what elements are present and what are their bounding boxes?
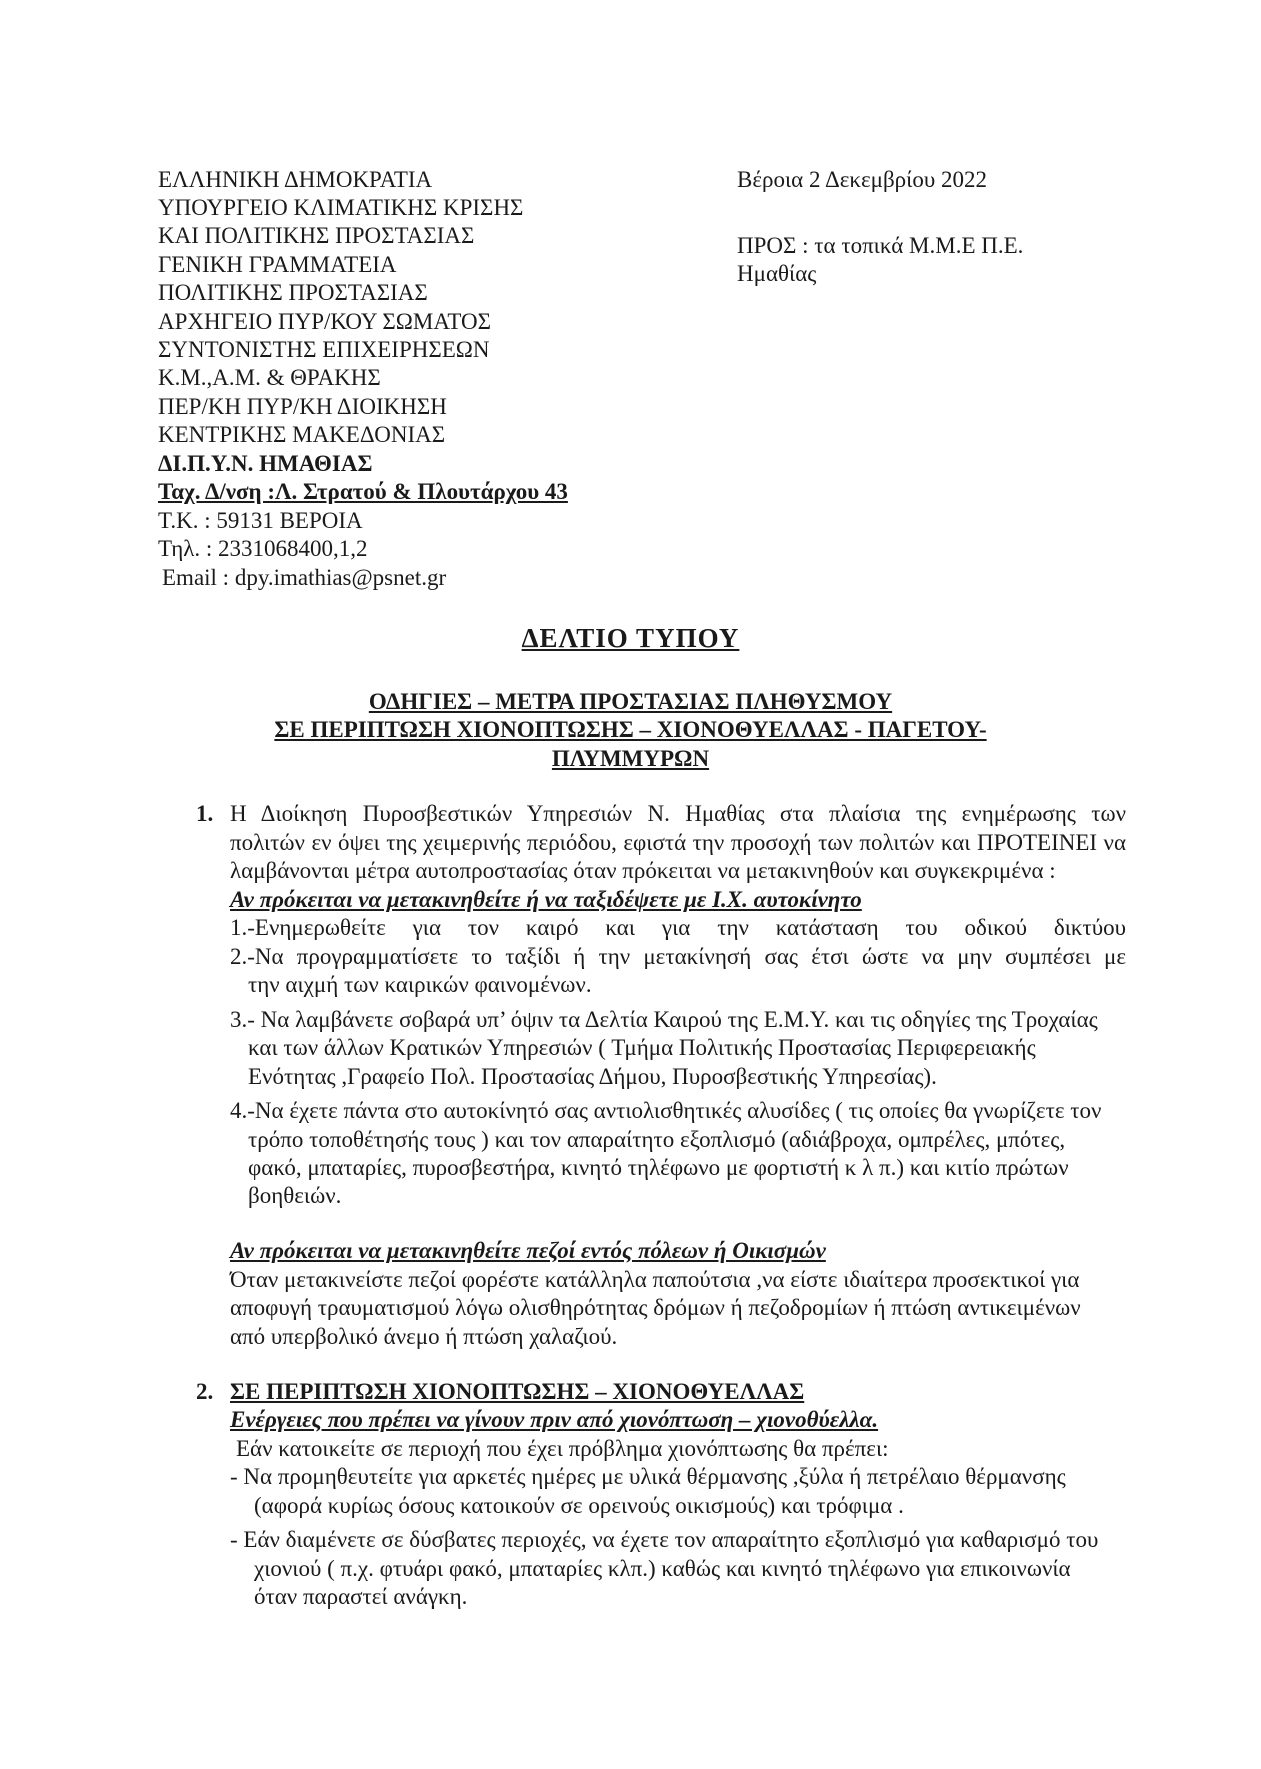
car-travel-item: τρόπο τοποθέτησής τους ) και τον απαραίτητο εξοπλισμό (αδιάβροχα, ομπρέλες, μπότες,: [248, 1127, 1066, 1152]
document-date: Βέροια 2 Δεκεμβρίου 2022: [737, 167, 987, 192]
bullet-line: χιονιού ( π.χ. φτυάρι φακό, μπαταρίες κλπ.) καθώς και κινητό τηλέφωνο για επικοινωνία: [254, 1556, 1071, 1581]
bullet-line: - Εάν διαμένετε σε δύσβατες περιοχές, να έχετε τον απαραίτητο εξοπλισμό για καθαρισμό του: [230, 1527, 1099, 1552]
email-address: Email : dpy.imathias@psnet.gr: [162, 565, 447, 590]
recipient-line: ΠΡΟΣ : τα τοπικά Μ.Μ.Ε Π.Ε.: [737, 233, 1024, 258]
postal-address: Ταχ. Δ/νση :Λ. Στρατού & Πλουτάρχου 43: [158, 479, 568, 504]
header-line: ΥΠΟΥΡΓΕΙΟ ΚΛΙΜΑΤΙΚΗΣ ΚΡΙΣΗΣ: [158, 195, 524, 220]
walking-heading: Αν πρόκειται να μετακινηθείτε πεζοί εντός πόλεων ή Οικισμών: [230, 1238, 826, 1263]
header-line: ΑΡΧΗΓΕΙΟ ΠΥΡ/ΚΟΥ ΣΩΜΑΤΟΣ: [158, 309, 492, 334]
header-line: ΚΑΙ ΠΟΛΙΤΙΚΗΣ ΠΡΟΣΤΑΣΙΑΣ: [158, 223, 475, 248]
header-line: ΣΥΝΤΟΝΙΣΤΗΣ ΕΠΙΧΕΙΡΗΣΕΩΝ: [158, 337, 490, 362]
header-line: ΚΕΝΤΡΙΚΗΣ ΜΑΚΕΔΟΝΙΑΣ: [158, 422, 446, 447]
car-travel-heading: Αν πρόκειται να μετακινηθείτε ή να ταξιδέψετε με Ι.Χ. αυτοκίνητο: [230, 887, 862, 912]
walking-text-line: αποφυγή τραυματισμού λόγω ολισθηρότητας δρόμων ή πεζοδρομίων ή πτώση αντικειμένων: [230, 1295, 1081, 1320]
walking-text-line: Όταν μετακινείστε πεζοί φορέστε κατάλληλα παπούτσια ,να είστε ιδιαίτερα προσεκτικοί για: [230, 1267, 1080, 1292]
car-travel-item: 3.- Να λαμβάνετε σοβαρά υπ’ όψιν τα Δελτία Καιρού της Ε.Μ.Υ. και τις οδηγίες της Τροχαίας: [230, 1007, 1098, 1032]
subtitle-line: ΟΔΗΓΙΕΣ – ΜΕΤΡΑ ΠΡΟΣΤΑΣΙΑΣ ΠΛΗΘΥΣΜΟΥ: [368, 689, 893, 714]
section-intro-line: Η Διοίκηση Πυροσβεστικών Υπηρεσιών Ν. Ημαθίας στα πλαίσια της ενημέρωσης των: [230, 801, 1126, 826]
bullet-line: όταν παραστεί ανάγκη.: [254, 1584, 468, 1609]
document-title: ΔΕΛΤΙΟ ΤΥΠΟΥ: [521, 623, 740, 653]
section-intro-line: Εάν κατοικείτε σε περιοχή που έχει πρόβλημα χιονόπτωσης θα πρέπει:: [236, 1436, 889, 1461]
car-travel-item: την αιχμή των καιρικών φαινομένων.: [248, 972, 592, 997]
section-intro-line: πολιτών εν όψει της χειμερινής περιόδου, εφιστά την προσοχή των πολιτών και ΠΡΟΤΕΙΝΕΙ να: [230, 830, 1126, 855]
walking-text-line: από υπερβολικό άνεμο ή πτώση χαλαζιού.: [230, 1324, 618, 1349]
car-travel-item: 1.-Ενημερωθείτε για τον καιρό και για την κατάσταση του οδικού δικτύου: [230, 915, 1126, 940]
subtitle-line: ΠΛΥΜΜΥΡΩΝ: [551, 746, 710, 771]
car-travel-item: 2.-Να προγραμματίσετε το ταξίδι ή την μετακίνησή σας έτσι ώστε να μην συμπέσει με: [230, 944, 1126, 969]
recipient-line: Ημαθίας: [737, 261, 817, 286]
car-travel-item: και των άλλων Κρατικών Υπηρεσιών ( Τμήμα Πολιτικής Προστασίας Περιφερειακής: [248, 1035, 1036, 1060]
header-line: ΓΕΝΙΚΗ ΓΡΑΜΜΑΤΕΙΑ: [158, 252, 397, 277]
header-line: Κ.Μ.,Α.Μ. & ΘΡΑΚΗΣ: [158, 365, 381, 390]
bullet-line: - Να προμηθευτείτε για αρκετές ημέρες με υλικά θέρμανσης ,ξύλα ή πετρέλαιο θέρμανσης: [230, 1464, 1066, 1489]
header-line: ΠΟΛΙΤΙΚΗΣ ΠΡΟΣΤΑΣΙΑΣ: [158, 280, 428, 305]
header-line: ΕΛΛΗΝΙΚΗ ΔΗΜΟΚΡΑΤΙΑ: [158, 167, 433, 192]
postal-code: Τ.Κ. : 59131 ΒΕΡΟΙΑ: [158, 508, 363, 533]
bullet-line: (αφορά κυρίως όσους κατοικούν σε ορεινούς οικισμούς) και τρόφιμα .: [254, 1493, 904, 1518]
car-travel-item: φακό, μπαταρίες, πυροσβεστήρα, κινητό τηλέφωνο με φορτιστή κ λ π.) και κιτίο πρώτων: [248, 1155, 1069, 1180]
section-subheading: Ενέργειες που πρέπει να γίνουν πριν από χιονόπτωση – χιονοθύελλα.: [230, 1407, 879, 1432]
section-number: 2.: [196, 1379, 214, 1404]
section-heading: ΣΕ ΠΕΡΙΠΤΩΣΗ ΧΙΟΝΟΠΤΩΣΗΣ – ΧΙΟΝΟΘΥΕΛΛΑΣ: [230, 1379, 805, 1404]
unit-name: ΔΙ.Π.Υ.Ν. ΗΜΑΘΙΑΣ: [158, 451, 373, 476]
car-travel-item: 4.-Να έχετε πάντα στο αυτοκίνητό σας αντιολισθητικές αλυσίδες ( τις οποίες θα γνωρίζετε τον: [230, 1098, 1102, 1123]
car-travel-item: βοηθειών.: [248, 1183, 342, 1208]
phone-number: Τηλ. : 2331068400,1,2: [158, 536, 368, 561]
subtitle-line: ΣΕ ΠΕΡΙΠΤΩΣΗ ΧΙΟΝΟΠΤΩΣΗΣ – ΧΙΟΝΟΘΥΕΛΛΑΣ - ΠΑΓΕΤΟΥ-: [274, 717, 987, 742]
car-travel-item: Ενότητας ,Γραφείο Πολ. Προστασίας Δήμου, Πυροσβεστικής Υπηρεσίας).: [248, 1064, 937, 1089]
section-number: 1.: [196, 801, 214, 826]
header-line: ΠΕΡ/ΚΗ ΠΥΡ/ΚΗ ΔΙΟΙΚΗΣΗ: [158, 394, 447, 419]
section-intro-line: λαμβάνονται μέτρα αυτοπροστασίας όταν πρόκειται να μετακινηθούν και συγκεκριμένα :: [230, 858, 1056, 883]
